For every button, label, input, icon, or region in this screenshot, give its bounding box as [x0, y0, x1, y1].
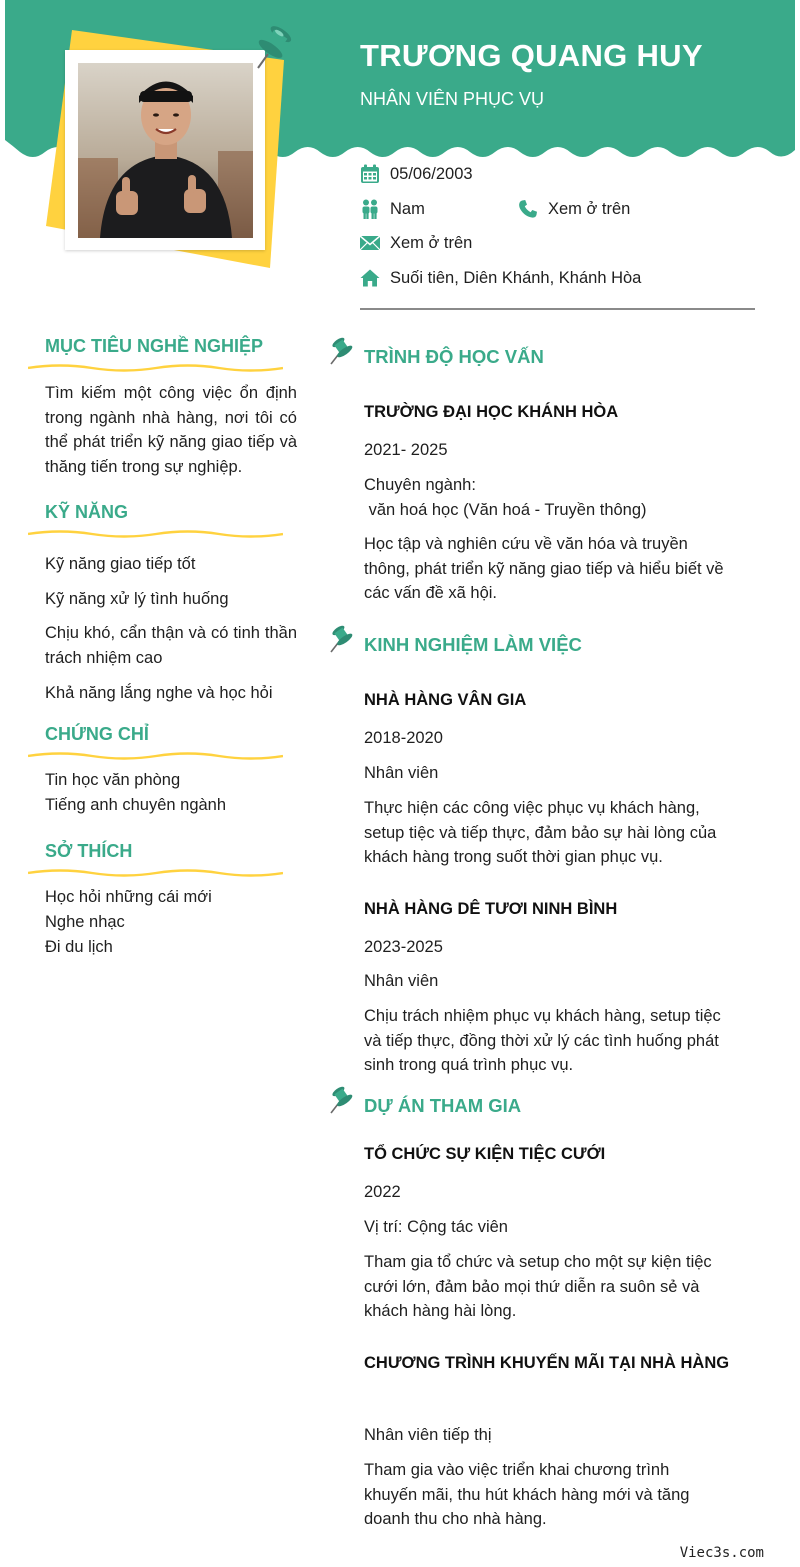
- hobbies-title: SỞ THÍCH: [45, 841, 133, 861]
- home-icon: [360, 268, 380, 288]
- hobby-item: Đi du lịch: [45, 938, 113, 956]
- contact-birthday: [360, 164, 473, 184]
- job-title: NHÂN VIÊN PHỤC VỤ: [360, 89, 545, 109]
- gender-value: Nam: [390, 199, 425, 218]
- phone-icon: [518, 199, 538, 219]
- skill-item: Khả năng lắng nghe và học hỏi: [45, 684, 273, 702]
- envelope-icon: [360, 233, 380, 253]
- certificate-item: Tin học văn phòng: [45, 771, 181, 789]
- contact-email: [360, 233, 472, 253]
- job-company: NHÀ HÀNG DÊ TƯƠI NINH BÌNH: [364, 900, 618, 918]
- candidate-name: TRƯƠNG QUANG HUY: [360, 38, 703, 73]
- project-year: 2022: [364, 1183, 401, 1201]
- project-role: Nhân viên tiếp thị: [364, 1426, 492, 1444]
- objective-text: Tìm kiếm một công việc ổn định trong ngành nhà hàng, nơi tôi có thể phát triển kỹ năng giao tiếp và thăng tiến trong sự nghiệp.: [45, 384, 297, 476]
- project-name: TỔ CHỨC SỰ KIỆN TIỆC CƯỚI: [364, 1145, 606, 1163]
- calendar-icon: [360, 164, 380, 184]
- contact-divider: [360, 308, 755, 310]
- project-role: Vị trí: Cộng tác viên: [364, 1218, 508, 1236]
- birthday-value: 05/06/2003: [390, 164, 473, 183]
- objective-title: MỤC TIÊU NGHỀ NGHIỆP: [45, 336, 264, 356]
- project-description: Tham gia tổ chức và setup cho một sự kiện tiệc cưới lớn, đảm bảo mọi thứ diễn ra suôn sẻ và khách hàng hài lòng.: [364, 1253, 712, 1320]
- job-description: Thực hiện các công việc phục vụ khách hàng, setup tiệc và tiếp thực, đảm bảo sự hài lòng của khách hàng trong suốt thời gian phục vụ.: [364, 799, 717, 866]
- experience-title: KINH NGHIỆM LÀM VIỆC: [364, 634, 582, 655]
- hobby-item: Học hỏi những cái mới: [45, 888, 212, 906]
- job-years: 2018-2020: [364, 729, 443, 747]
- project-name: CHƯƠNG TRÌNH KHUYẾN MÃI TẠI NHÀ HÀNG: [364, 1354, 730, 1372]
- pushpin-icon: [328, 337, 356, 367]
- wave-divider: [28, 362, 283, 374]
- job-company: NHÀ HÀNG VÂN GIA: [364, 691, 527, 709]
- wave-divider: [28, 528, 283, 540]
- pushpin-icon: [328, 1086, 356, 1116]
- education-school: TRƯỜNG ĐẠI HỌC KHÁNH HÒA: [364, 403, 619, 421]
- phone-value: Xem ở trên: [548, 199, 631, 218]
- skills-title: KỸ NĂNG: [45, 502, 129, 522]
- education-major-label: Chuyên ngành:: [364, 476, 476, 494]
- footer-watermark: Viec3s.com: [679, 1545, 764, 1561]
- skill-item: Chịu khó, cẩn thận và có tinh thần trách nhiệm cao: [45, 624, 297, 667]
- project-description: Tham gia vào việc triển khai chương trình khuyến mãi, thu hút khách hàng mới và tăng doanh thu cho nhà hàng.: [364, 1461, 690, 1528]
- certificates-title: CHỨNG CHỈ: [45, 724, 149, 744]
- wave-divider: [28, 867, 283, 879]
- avatar: [78, 63, 253, 238]
- job-description: Chịu trách nhiệm phục vụ khách hàng, setup tiệc và tiếp thực, đồng thời xử lý các tình huống phát sinh trong quá trình phục vụ.: [364, 1007, 721, 1074]
- job-role: Nhân viên: [364, 764, 439, 782]
- people-icon: [360, 199, 380, 219]
- certificate-item: Tiếng anh chuyên ngành: [45, 796, 227, 814]
- contact-phone: [518, 199, 630, 219]
- job-years: 2023-2025: [364, 938, 443, 956]
- education-major: văn hoá học (Văn hoá - Truyền thông): [364, 501, 647, 519]
- skill-item: Kỹ năng xử lý tình huống: [45, 590, 229, 608]
- hobby-item: Nghe nhạc: [45, 913, 125, 931]
- contact-address: [360, 268, 641, 288]
- education-description: Học tập và nghiên cứu về văn hóa và truyền thông, phát triển kỹ năng giao tiếp và hiểu biết về các vấn đề xã hội.: [364, 535, 724, 602]
- projects-title: DỰ ÁN THAM GIA: [364, 1095, 522, 1116]
- skill-item: Kỹ năng giao tiếp tốt: [45, 555, 196, 573]
- job-role: Nhân viên: [364, 972, 439, 990]
- email-value: Xem ở trên: [390, 233, 473, 252]
- address-value: Suối tiên, Diên Khánh, Khánh Hòa: [390, 268, 642, 287]
- contact-gender: [360, 199, 425, 219]
- pushpin-icon: [328, 625, 356, 655]
- education-title: TRÌNH ĐỘ HỌC VẤN: [364, 346, 544, 367]
- avatar-frame: [65, 50, 265, 250]
- pushpin-icon: [250, 24, 292, 72]
- education-years: 2021- 2025: [364, 441, 448, 459]
- wave-divider: [28, 750, 283, 762]
